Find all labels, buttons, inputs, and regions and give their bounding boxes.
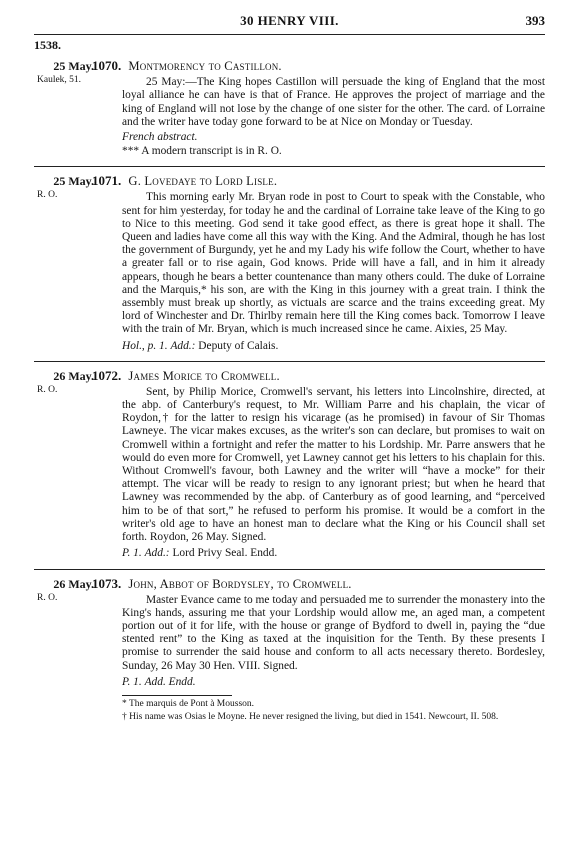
- entry-transcript-note: *** A modern transcript is in R. O.: [122, 145, 282, 158]
- year-label: 1538.: [34, 38, 61, 52]
- footnote: † His name was Osias le Moyne. He never resigned the living, but died in 1541. Newcourt, II. 508.: [122, 711, 499, 722]
- header-rule: [34, 34, 545, 35]
- entry-heading: [92, 576, 545, 592]
- entry-separator: [34, 361, 545, 362]
- entry-address-label: Add.:: [144, 547, 170, 560]
- footnote-rule: [122, 695, 232, 696]
- entry-format: P. 1.: [122, 547, 142, 560]
- entry-body: Sent, by Philip Morice, Cromwell's servant, his letters into Lincolnshire, directed, at the abp. of Canterbury's request, to Mr. William Parre and his chaplain, the vicar of Roydon,† for the latter to resign his vicarage (as he promised) in favour of Sir Thomas Lawneye. The vicar makes excuses, as the writer's son can declare, but promises to wait on Cromwell within a fortnight and refer the matter to his Lordship. Mr. Parre answers that he would do even more for Cromwell, yet Lawney cannot get his letters to his chaplain for this. Without Cromwell's favour, both Lawney and the writer will “have a mocke” for their attempt. The vicar will be ready to resign to any ignorant priest; but when he heard that Lawney was recommended by the abp. of Canterbury as of good learning, and “perceived him to be of that sort,” he refused to perform his promise. It would be a comfort in the writer's old age to have an honest man to declare what the King or his Council shall set forth. Roydon, 26 May. Signed.: [122, 385, 545, 544]
- entry-number: 1070.: [92, 58, 122, 74]
- entry-address: Lord Privy Seal. Endd.: [172, 547, 278, 560]
- entry-address: Deputy of Calais.: [198, 339, 279, 352]
- entry-address-label: Add.: [144, 675, 166, 688]
- running-title: 30 HENRY VIII.: [240, 13, 339, 28]
- entry-heading: [92, 58, 545, 74]
- entry-source: R. O.: [37, 592, 58, 603]
- page-header: [34, 12, 545, 34]
- entry-source: R. O.: [37, 384, 58, 395]
- entry-correspondents: G. Lovedaye to Lord Lisle.: [128, 174, 278, 189]
- entry-source: Kaulek, 51.: [37, 75, 82, 86]
- entry-description: [122, 676, 545, 689]
- entry-address-label: Add.:: [170, 339, 196, 352]
- entry-date: 25 May.: [53, 59, 94, 74]
- footnote: * The marquis de Pont à Mousson.: [122, 698, 255, 709]
- entry-separator: [34, 569, 545, 570]
- entry-number: 1072.: [92, 367, 122, 383]
- entry-heading: [92, 173, 545, 189]
- entry-margin: [34, 173, 118, 202]
- entry-format: Hol., p. 1.: [122, 339, 168, 352]
- entry-note: French abstract.: [122, 131, 198, 144]
- calendar-entry-1070: [34, 58, 545, 158]
- entry-date: 25 May.: [53, 174, 94, 189]
- entry-correspondents: Montmorency to Castillon.: [128, 59, 282, 74]
- entry-source: R. O.: [37, 190, 58, 201]
- entry-date: 26 May.: [53, 576, 94, 591]
- entry-format: P. 1.: [122, 675, 142, 688]
- footnotes: [34, 698, 545, 723]
- calendar-entry-1071: [34, 173, 545, 352]
- entry-margin: [34, 576, 118, 605]
- entry-heading: [92, 368, 545, 384]
- page-number: 393: [525, 13, 545, 28]
- entry-number: 1071.: [92, 173, 122, 189]
- entry-address: Endd.: [168, 675, 196, 688]
- calendar-entry-1073: [34, 576, 545, 689]
- entry-body: 25 May:—The King hopes Castillon will persuade the king of England that the most loyal alliance he can have is that of France. He approves the project of marriage and the king of England will not lose by the change of one sister for the other. The card. of Lorraine and the writer have today gone forward to be at Nice on Monday or Tuesday.: [122, 76, 545, 128]
- calendar-entry-1072: [34, 368, 545, 561]
- entry-body: This morning early Mr. Bryan rode in post to Court to speak with the Constable, who sent for him yesterday, for today he and the cardinal of Lorraine take leave of the King to go to Nice to this meeting. God send it take good effect, as there is great hope it shall. The Queen and ladies have come all this way with the King. And the Admiral, though he has lost the government of Burgundy, yet he and my Lady his wife follow the Court, whether to have a greater fall or to rise again, God knows. Pride will have a fall, and in him it already appears, though he bears a better countenance than many others could. The duke of Lorraine and the Marquis,* his son, are with the King in this journey with a great train. I think the assembly must break up shortly, as victuals are scarce and the trains exceeding great. My lord of Winchester and Dr. Thirlby remain here till the King comes back. Tomorrow I leave with the train of Mr. Bryan, which is much increased since he came. Aixies, 25 May.: [122, 191, 545, 336]
- entry-description: [122, 340, 545, 353]
- entry-margin: [34, 368, 118, 397]
- entry-correspondents: John, Abbot of Bordysley, to Cromwell.: [128, 576, 352, 591]
- entry-margin: [34, 58, 118, 87]
- entry-date: 26 May.: [53, 368, 94, 383]
- entry-body: Master Evance came to me today and persuaded me to surrender the monastery into the King's hands, assuring me that your Lordship would allow me, an aged man, a competent portion out of it for life, with the house or grange of Bydford to dwell in, paying the “due stented rent” to the King as taxed at the inquisition for the Tenth. By these presents I promise to surrender the said house and conform to all acts necessary thereto. Bordesley, Sunday, 26 May 30 Hen. VIII. Signed.: [122, 593, 545, 672]
- entry-description: [122, 547, 545, 560]
- entry-number: 1073.: [92, 575, 122, 591]
- entry-correspondents: James Morice to Cromwell.: [128, 368, 280, 383]
- entry-separator: [34, 166, 545, 167]
